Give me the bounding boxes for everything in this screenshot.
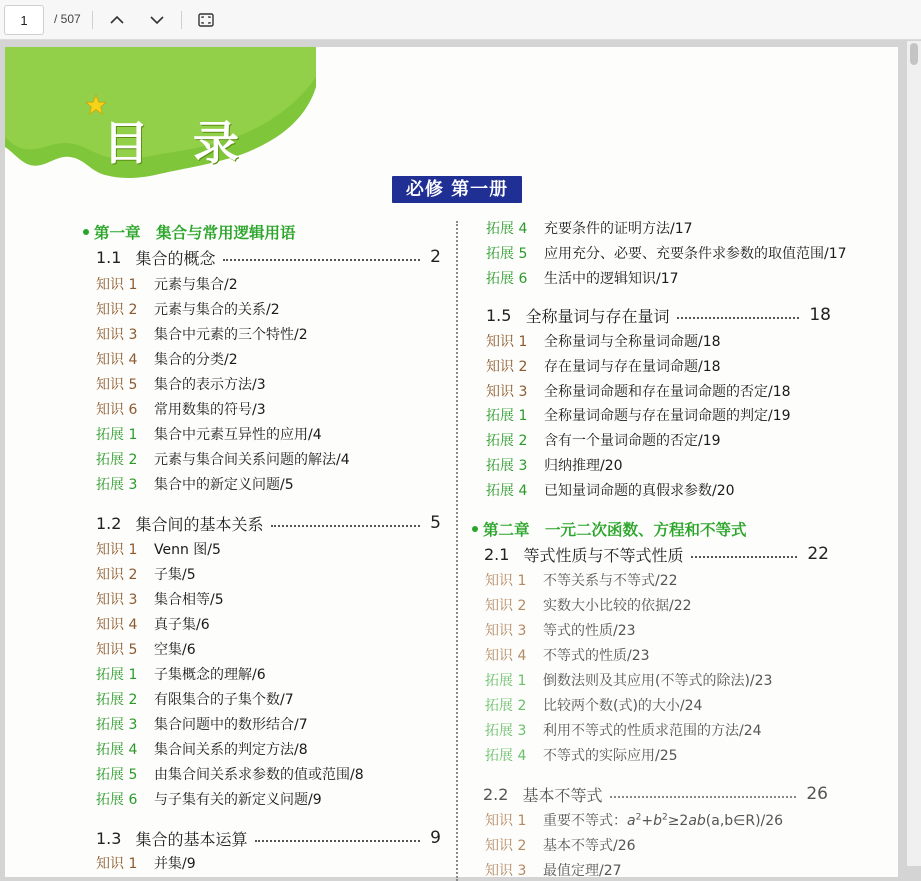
entry-text: 全称量词与全称量词命题/18 bbox=[544, 334, 721, 350]
entry-text: 子集概念的理解/6 bbox=[154, 667, 266, 683]
bullet-icon bbox=[83, 229, 89, 235]
toc-entry[interactable] bbox=[96, 374, 266, 394]
entry-text: 等式的性质/23 bbox=[543, 623, 636, 639]
entry-text: 集合问题中的数形结合/7 bbox=[154, 717, 308, 733]
entry-text: 集合中元素的三个特性/2 bbox=[154, 327, 308, 343]
entry-tag: 拓展 3 bbox=[96, 477, 138, 493]
toc-entry[interactable] bbox=[486, 430, 721, 450]
entry-tag: 知识 2 bbox=[485, 838, 527, 854]
entry-text: 实数大小比较的依据/22 bbox=[543, 598, 692, 614]
toc-entry[interactable] bbox=[96, 474, 294, 494]
entry-text: 有限集合的子集个数/7 bbox=[154, 692, 294, 708]
toc-entry[interactable] bbox=[96, 324, 308, 344]
toc-entry[interactable] bbox=[96, 299, 280, 319]
toc-entry[interactable] bbox=[486, 331, 721, 351]
dot-leader bbox=[271, 525, 420, 527]
entry-text: 由集合间关系求参数的值或范围/8 bbox=[154, 767, 364, 783]
toc-entry[interactable] bbox=[96, 539, 221, 559]
volume-badge: 必修 第一册 bbox=[392, 176, 522, 203]
entry-text: 元素与集合的关系/2 bbox=[154, 302, 280, 318]
entry-tag: 拓展 4 bbox=[485, 748, 527, 764]
entry-tag: 知识 2 bbox=[96, 567, 138, 583]
entry-text: 与子集有关的新定义问题/9 bbox=[154, 792, 322, 808]
entry-text: 归纳推理/20 bbox=[544, 458, 623, 474]
entry-tag: 知识 1 bbox=[96, 542, 138, 558]
entry-tag: 知识 4 bbox=[96, 617, 138, 633]
section-heading[interactable] bbox=[96, 512, 441, 534]
previous-page-button[interactable] bbox=[104, 8, 130, 32]
entry-text: 集合相等/5 bbox=[154, 592, 224, 608]
fit-page-icon bbox=[198, 13, 214, 27]
section-number: 2.1 bbox=[484, 544, 510, 564]
dot-leader bbox=[223, 259, 420, 261]
entry-tag: 知识 1 bbox=[485, 813, 527, 829]
entry-tag: 知识 2 bbox=[485, 598, 527, 614]
toc-entry[interactable] bbox=[485, 835, 636, 855]
section-title: 基本不等式 bbox=[522, 785, 603, 805]
entry-text: 并集/9 bbox=[154, 856, 196, 872]
bullet-icon bbox=[472, 526, 478, 532]
entry-text: 比较两个数(式)的大小/24 bbox=[543, 698, 703, 714]
chapter-title: 第一章 集合与常用逻辑用语 bbox=[94, 224, 296, 242]
toc-entry[interactable] bbox=[96, 564, 196, 584]
entry-text: 集合中的新定义问题/5 bbox=[154, 477, 294, 493]
entry-tag: 拓展 2 bbox=[96, 452, 138, 468]
entry-text: 充要条件的证明方法/17 bbox=[544, 221, 693, 237]
toc-entry[interactable] bbox=[486, 218, 693, 238]
toc-entry[interactable] bbox=[96, 639, 196, 659]
entry-tag: 知识 3 bbox=[96, 327, 138, 343]
viewer-toolbar bbox=[0, 0, 921, 40]
section-page: 26 bbox=[806, 784, 828, 804]
entry-tag: 拓展 2 bbox=[96, 692, 138, 708]
entry-tag: 拓展 6 bbox=[96, 792, 138, 808]
toc-entry[interactable] bbox=[96, 739, 308, 759]
entry-tag: 拓展 3 bbox=[486, 458, 528, 474]
section-heading[interactable] bbox=[96, 827, 441, 849]
entry-text: 空集/6 bbox=[154, 642, 196, 658]
entry-text: 生活中的逻辑知识/17 bbox=[544, 271, 679, 287]
entry-text: 含有一个量词命题的否定/19 bbox=[544, 433, 721, 450]
toc-entry[interactable] bbox=[96, 764, 364, 784]
toc-entry[interactable] bbox=[486, 243, 847, 263]
toc-entry[interactable] bbox=[96, 349, 238, 369]
entry-tag: 知识 6 bbox=[96, 402, 138, 418]
toc-entry[interactable] bbox=[485, 810, 783, 830]
section-title: 集合间的基本关系 bbox=[135, 514, 264, 534]
entry-tag: 拓展 1 bbox=[486, 408, 528, 425]
entry-text: 集合中元素互异性的应用/4 bbox=[154, 427, 322, 443]
entry-text: 子集/5 bbox=[154, 567, 196, 583]
dot-leader bbox=[677, 317, 799, 319]
entry-tag: 知识 2 bbox=[96, 302, 138, 318]
toolbar-separator bbox=[92, 11, 93, 29]
entry-text: 不等式的实际应用/25 bbox=[543, 748, 678, 764]
toc-entry[interactable] bbox=[96, 449, 350, 469]
entry-tag: 知识 5 bbox=[96, 642, 138, 658]
entry-tag: 知识 1 bbox=[486, 334, 528, 350]
entry-text: 常用数集的符号/3 bbox=[154, 402, 266, 418]
toc-entry[interactable] bbox=[486, 480, 735, 500]
entry-tag: 知识 1 bbox=[96, 856, 138, 872]
section-heading[interactable] bbox=[483, 783, 828, 805]
toc-entry[interactable] bbox=[486, 268, 679, 288]
entry-text: 已知量词命题的真假求参数/20 bbox=[544, 482, 735, 499]
entry-tag: 拓展 5 bbox=[486, 246, 528, 262]
entry-tag: 知识 5 bbox=[96, 377, 138, 393]
section-number: 2.2 bbox=[483, 784, 509, 804]
entry-tag: 拓展 1 bbox=[96, 427, 138, 443]
document-viewport[interactable] bbox=[0, 41, 921, 879]
toc-entry[interactable] bbox=[96, 714, 308, 734]
dot-leader bbox=[255, 840, 420, 842]
dot-leader bbox=[691, 556, 797, 558]
toolbar-separator bbox=[181, 11, 182, 29]
toc-entry[interactable] bbox=[96, 614, 210, 634]
entry-text: 重要不等式：$a^2+b^2\ge 2ab(a,b\in R)/26$ bbox=[543, 812, 784, 829]
toc-entry[interactable] bbox=[485, 595, 692, 615]
entry-text: 不等式的性质/23 bbox=[543, 648, 650, 664]
entry-tag: 拓展 1 bbox=[485, 673, 527, 689]
next-page-button[interactable] bbox=[144, 8, 170, 32]
toc-entry[interactable] bbox=[96, 689, 294, 709]
entry-tag: 拓展 4 bbox=[486, 482, 528, 499]
entry-tag: 知识 1 bbox=[96, 277, 138, 293]
column-divider bbox=[456, 221, 458, 881]
entry-tag: 拓展 4 bbox=[96, 742, 138, 758]
entry-tag: 知识 3 bbox=[486, 383, 528, 400]
toc-entry[interactable] bbox=[96, 424, 322, 444]
section-page: 22 bbox=[807, 544, 829, 564]
entry-text: 存在量词与存在量词命题/18 bbox=[544, 358, 721, 375]
section-heading[interactable] bbox=[486, 304, 831, 326]
page-total-label: / 507 bbox=[54, 12, 81, 26]
entry-tag: 知识 4 bbox=[96, 352, 138, 368]
entry-tag: 知识 3 bbox=[96, 592, 138, 608]
chapter-title: 第二章 一元二次函数、方程和不等式 bbox=[483, 521, 747, 539]
entry-text: 不等关系与不等式/22 bbox=[543, 573, 678, 589]
chevron-down-icon bbox=[150, 15, 164, 25]
toc-entry[interactable] bbox=[485, 620, 636, 640]
toc-entry[interactable] bbox=[486, 405, 791, 425]
page-number-input[interactable] bbox=[4, 5, 44, 35]
chapter-heading bbox=[472, 518, 747, 540]
entry-text: 利用不等式的性质求范围的方法/24 bbox=[543, 723, 762, 739]
toc-entry[interactable] bbox=[96, 789, 322, 809]
section-number: 1.3 bbox=[96, 828, 122, 848]
toc-entry[interactable] bbox=[485, 860, 622, 880]
dot-leader bbox=[610, 796, 796, 798]
section-page: 18 bbox=[809, 305, 831, 325]
entry-text: 集合的表示方法/3 bbox=[154, 377, 266, 393]
toc-entry[interactable] bbox=[96, 399, 266, 419]
entry-text: 基本不等式/26 bbox=[543, 838, 636, 854]
toc-entry[interactable] bbox=[96, 274, 238, 294]
toc-entry[interactable] bbox=[485, 745, 678, 765]
entry-tag: 拓展 2 bbox=[485, 698, 527, 714]
section-title: 集合的基本运算 bbox=[135, 829, 248, 849]
toc-entry[interactable] bbox=[96, 853, 196, 873]
entry-text: 真子集/6 bbox=[154, 617, 210, 633]
section-number: 1.1 bbox=[96, 247, 122, 267]
toc-entry[interactable] bbox=[485, 720, 762, 740]
scrollbar-thumb[interactable] bbox=[910, 43, 918, 65]
section-page: 5 bbox=[430, 513, 441, 533]
entry-tag: 拓展 6 bbox=[486, 271, 528, 287]
entry-tag: 知识 3 bbox=[485, 623, 527, 639]
section-page: 9 bbox=[430, 828, 441, 848]
toc-entry[interactable] bbox=[485, 570, 678, 590]
entry-tag: 拓展 2 bbox=[486, 433, 528, 450]
section-number: 1.5 bbox=[486, 305, 512, 325]
entry-text: 倒数法则及其应用(不等式的除法)/23 bbox=[543, 673, 773, 689]
chevron-up-icon bbox=[110, 15, 124, 25]
entry-text: 应用充分、必要、充要条件求参数的取值范围/17 bbox=[544, 246, 847, 262]
toc-entry[interactable] bbox=[485, 670, 772, 690]
toc-entry[interactable] bbox=[96, 664, 266, 684]
toc-entry[interactable] bbox=[96, 589, 224, 609]
entry-text: 元素与集合/2 bbox=[154, 277, 238, 293]
entry-tag: 拓展 1 bbox=[96, 667, 138, 683]
entry-tag: 拓展 5 bbox=[96, 767, 138, 783]
section-page: 2 bbox=[430, 247, 441, 267]
entry-text: Venn 图/5 bbox=[154, 542, 221, 558]
section-heading[interactable] bbox=[484, 543, 829, 565]
toc-entry[interactable] bbox=[486, 356, 721, 376]
entry-tag: 知识 2 bbox=[486, 358, 528, 375]
entry-text: 元素与集合间关系问题的解法/4 bbox=[154, 452, 350, 468]
entry-text: 全称量词命题和存在量词命题的否定/18 bbox=[544, 383, 791, 400]
entry-text: 全称量词命题与存在量词命题的判定/19 bbox=[544, 408, 791, 425]
toc-entry[interactable] bbox=[485, 695, 702, 715]
chapter-heading bbox=[83, 221, 296, 243]
toc-entry[interactable] bbox=[486, 455, 623, 475]
entry-tag: 拓展 4 bbox=[486, 221, 528, 237]
vertical-scrollbar[interactable] bbox=[907, 41, 921, 866]
entry-tag: 拓展 3 bbox=[485, 723, 527, 739]
page-title: 目 录 bbox=[103, 116, 254, 170]
entry-tag: 知识 3 bbox=[485, 863, 527, 879]
entry-tag: 知识 1 bbox=[485, 573, 527, 589]
section-title: 等式性质与不等式性质 bbox=[523, 545, 684, 565]
section-title: 集合的概念 bbox=[135, 248, 216, 268]
entry-text: 集合的分类/2 bbox=[154, 352, 238, 368]
toc-entry[interactable] bbox=[485, 645, 650, 665]
fit-page-button[interactable] bbox=[193, 8, 219, 32]
entry-text: 最值定理/27 bbox=[543, 863, 622, 879]
entry-text: 集合间关系的判定方法/8 bbox=[154, 742, 308, 758]
section-heading[interactable] bbox=[96, 246, 441, 268]
entry-tag: 拓展 3 bbox=[96, 717, 138, 733]
section-number: 1.2 bbox=[96, 513, 122, 533]
toc-entry[interactable] bbox=[486, 381, 791, 401]
section-title: 全称量词与存在量词 bbox=[525, 306, 670, 326]
document-page bbox=[5, 47, 898, 877]
entry-tag: 知识 4 bbox=[485, 648, 527, 664]
